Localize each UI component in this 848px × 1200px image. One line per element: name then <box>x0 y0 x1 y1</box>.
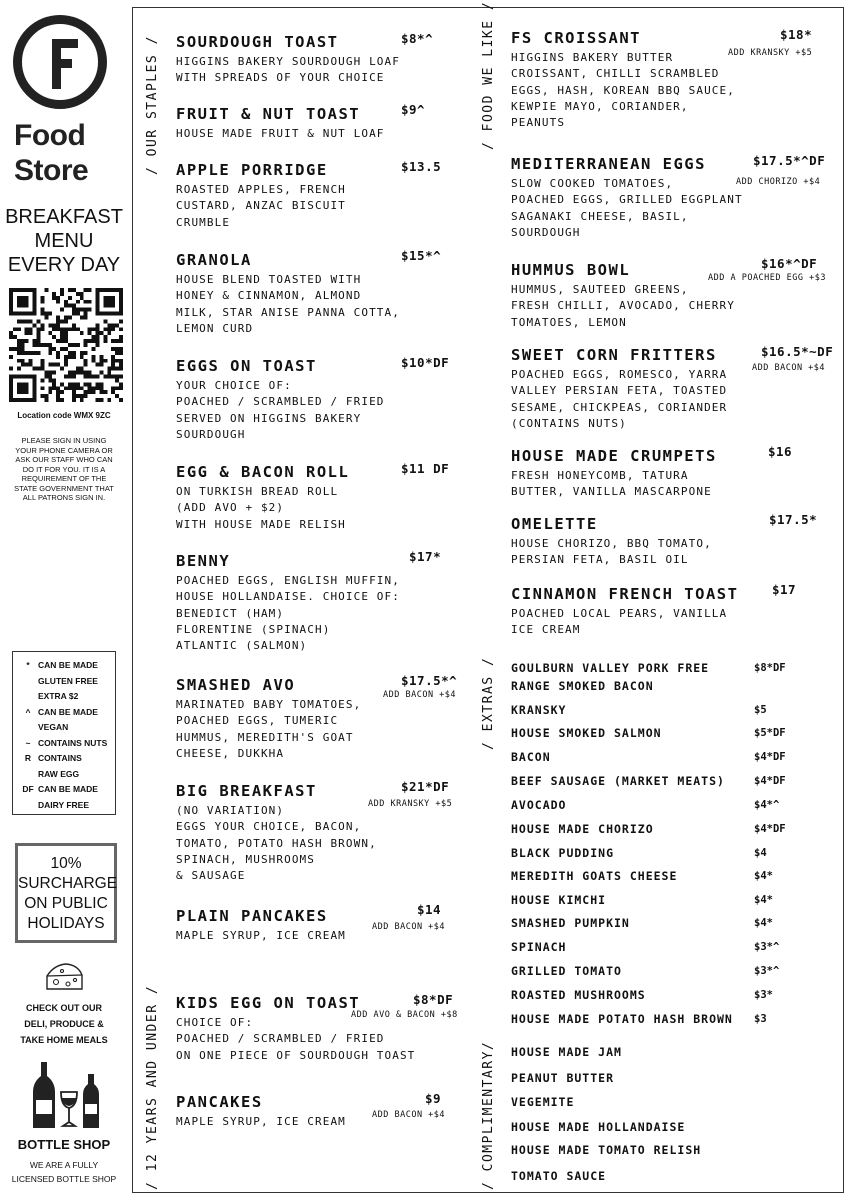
extra-item-price: $4* <box>754 894 773 906</box>
extra-item-name[interactable] <box>511 750 551 764</box>
menu-item-name: HOUSE MADE CRUMPETS <box>511 447 717 465</box>
description-line: HIGGINS BAKERY SOURDOUGH LOAF <box>176 55 400 68</box>
description-line: MARINATED BABY TOMATOES, <box>176 698 362 711</box>
legend-text: EXTRA $2 <box>38 691 79 701</box>
menu-item-description <box>511 536 712 569</box>
extra-item-name-line: SPINACH <box>511 940 567 954</box>
description-line: POACHED LOCAL PEARS, VANILLA <box>511 607 728 620</box>
legend-symbol <box>18 674 38 690</box>
extra-item-name[interactable] <box>511 661 709 693</box>
description-line: HOUSE MADE FRUIT & NUT LOAF <box>176 127 385 140</box>
extra-item-price: $4*DF <box>754 751 786 763</box>
menu-item-name: BIG BREAKFAST <box>176 782 317 800</box>
description-line: BUTTER, VANILLA MASCARPONE <box>511 485 712 499</box>
menu-item[interactable] <box>176 906 346 944</box>
menu-item-description <box>176 54 400 87</box>
breakfast-menu-heading <box>0 205 128 277</box>
menu-item-addon: ADD KRANSKY +$5 <box>368 799 453 809</box>
extra-item-name[interactable] <box>511 726 662 740</box>
menu-item-price: $17* <box>409 549 442 564</box>
sidebar <box>0 0 128 1200</box>
menu-item[interactable] <box>176 250 400 337</box>
menu-item-name: APPLE PORRIDGE <box>176 161 328 179</box>
menu-item-price: $17 <box>772 582 797 597</box>
extra-item-name[interactable] <box>511 822 654 836</box>
logo-f-icon <box>52 39 78 89</box>
menu-item-price: $11 DF <box>401 461 450 476</box>
menu-item-description <box>176 272 400 337</box>
description-line: SLOW COOKED TOMATOES, <box>511 177 674 190</box>
description-line: (NO VARIATION) <box>176 804 285 817</box>
description-line: HONEY & CINNAMON, ALMOND <box>176 289 362 303</box>
extra-item-price: $3* <box>754 989 773 1001</box>
extra-item-price: $8*DF <box>754 662 786 674</box>
description-line: BENEDICT (HAM) <box>176 606 285 620</box>
legend-row <box>18 720 111 736</box>
description-line: FRESH HONEYCOMB, TATURA <box>511 469 689 482</box>
description-line: WITH SPREADS OF YOUR CHOICE <box>176 71 385 85</box>
legend-symbol: R <box>24 753 32 763</box>
description-line: MAPLE SYRUP, ICE CREAM <box>176 1115 346 1128</box>
menu-item-description <box>511 606 738 639</box>
description-line: CUSTARD, ANZAC BISCUIT <box>176 199 346 213</box>
menu-item[interactable] <box>511 514 712 569</box>
description-line: WITH HOUSE MADE RELISH <box>176 517 346 531</box>
description-line: CHOICE OF: <box>176 1016 254 1029</box>
menu-item-description <box>176 697 361 762</box>
menu-item[interactable] <box>176 104 385 142</box>
description-line: ON TURKISH BREAD ROLL <box>176 485 339 498</box>
extra-item-price: $4*^ <box>754 799 780 811</box>
description-line: VALLEY PERSIAN FETA, TOASTED <box>511 384 728 398</box>
menu-item-price: $16 <box>768 444 793 459</box>
description-line: EGGS YOUR CHOICE, BACON, <box>176 820 362 834</box>
description-line: CROISSANT, CHILLI SCRAMBLED <box>511 67 720 81</box>
legend-symbol: DF <box>22 784 34 794</box>
description-line: KEWPIE MAYO, CORIANDER, <box>511 99 689 113</box>
location-code: Location code WMX 9ZC <box>17 411 111 420</box>
description-line: ICE CREAM <box>511 623 581 637</box>
legend-row <box>18 689 111 705</box>
extra-item-name-line: GRILLED TOMATO <box>511 964 622 978</box>
menu-item[interactable] <box>511 345 727 432</box>
food-store-logo <box>13 15 107 109</box>
legend-symbol: * <box>26 660 30 670</box>
menu-item[interactable] <box>176 675 361 762</box>
menu-item[interactable] <box>176 32 400 87</box>
extra-item-price: $4*DF <box>754 823 786 835</box>
legend-text: RAW EGG <box>38 768 80 779</box>
description-line: SOURDOUGH <box>176 427 246 441</box>
description-line: HUMMUS, SAUTEED GREENS, <box>511 283 689 296</box>
menu-item-price: $8*DF <box>413 992 454 1007</box>
brand-line-2: Store <box>14 154 89 187</box>
menu-item-addon: ADD AVO & BACON +$8 <box>351 1010 458 1020</box>
extra-item-name-line: AVOCADO <box>511 798 567 812</box>
menu-item-name: FS CROISSANT <box>511 29 641 47</box>
menu-item-name: SOURDOUGH TOAST <box>176 33 339 51</box>
menu-item[interactable] <box>176 993 415 1064</box>
description-line: PEANUTS <box>511 116 566 130</box>
extra-item-price: $3*^ <box>754 941 780 953</box>
menu-item[interactable] <box>511 584 738 639</box>
legend-row <box>18 674 111 690</box>
section-label-food-we-like: / FOOD WE LIKE / <box>481 0 496 150</box>
legend-symbol <box>18 689 38 705</box>
bottles-icon <box>33 1060 103 1130</box>
extra-item-name[interactable] <box>511 988 646 1002</box>
deli-notice <box>8 1000 120 1048</box>
menu-item-name: BENNY <box>176 552 231 570</box>
licensed-line-2: LICENSED BOTTLE SHOP <box>11 1174 117 1184</box>
legend-symbol: ~ <box>25 737 31 748</box>
extra-item-price: $3 <box>754 1013 767 1025</box>
description-line: SESAME, CHICKPEAS, CORIANDER <box>511 400 728 414</box>
description-line: PERSIAN FETA, BASIL OIL <box>511 553 689 567</box>
menu-item-addon: ADD BACON +$4 <box>372 1110 446 1120</box>
description-line: CHEESE, DUKKHA <box>176 746 285 760</box>
extra-item-name-line: HOUSE KIMCHI <box>511 893 607 907</box>
description-line: LEMON CURD <box>176 321 254 335</box>
legend-text: CAN BE MADE <box>38 660 98 670</box>
description-line: POACHED EGGS, ENGLISH MUFFIN, <box>176 574 400 587</box>
section-label-complimentary: / COMPLIMENTARY/ <box>481 1040 496 1190</box>
complimentary-item: HOUSE MADE HOLLANDAISE <box>511 1120 686 1134</box>
legend-row <box>18 798 111 814</box>
legend-text: CONTAINS <box>38 753 82 763</box>
surcharge-line-3: ON PUBLIC <box>24 895 108 912</box>
menu-item-name: GRANOLA <box>176 251 252 269</box>
menu-item-name: EGG & BACON ROLL <box>176 463 350 481</box>
deli-line-1: CHECK OUT OUR <box>26 1003 102 1013</box>
extra-item-name-line: SMASHED PUMPKIN <box>511 916 630 930</box>
extra-item-price: $4* <box>754 917 773 929</box>
legend-symbol <box>18 767 38 783</box>
description-line: CRUMBLE <box>176 215 231 229</box>
menu-item-name: OMELETTE <box>511 515 598 533</box>
extra-item-name-line: MEREDITH GOATS CHEESE <box>511 869 678 883</box>
menu-item-addon: ADD BACON +$4 <box>383 690 457 700</box>
menu-item-description <box>176 484 349 533</box>
extra-item-price: $5*DF <box>754 727 786 739</box>
menu-item-name: MEDITERRANEAN EGGS <box>511 155 706 173</box>
menu-item[interactable] <box>511 260 735 331</box>
menu-item-description <box>511 176 743 241</box>
menu-item-price: $16*^DF <box>761 256 818 271</box>
menu-item-description <box>176 928 346 944</box>
legend-symbol <box>18 720 38 736</box>
description-line: EGGS, HASH, KOREAN BBQ SAUCE, <box>511 83 735 97</box>
menu-item-price: $8*^ <box>401 31 434 46</box>
extra-item-price: $4*DF <box>754 775 786 787</box>
menu-item-description <box>176 573 400 654</box>
menu-item-description <box>511 50 735 131</box>
surcharge-line-2: SURCHARGE <box>18 875 118 892</box>
complimentary-item: HOUSE MADE JAM <box>511 1045 622 1059</box>
menu-item-name: CINNAMON FRENCH TOAST <box>511 585 739 603</box>
complimentary-item: TOMATO SAUCE <box>511 1169 607 1183</box>
surcharge-line-4: HOLIDAYS <box>27 915 105 932</box>
menu-item-name: SWEET CORN FRITTERS <box>511 346 717 364</box>
description-line: TOMATO, POTATO HASH BROWN, <box>176 836 377 850</box>
description-line: HOUSE HOLLANDAISE. CHOICE OF: <box>176 590 400 604</box>
cheese-icon <box>44 962 84 992</box>
extra-item-name-line: KRANSKY <box>511 703 567 717</box>
menu-item-price: $14 <box>417 902 442 917</box>
legend-row <box>18 658 111 674</box>
description-line: FLORENTINE (SPINACH) <box>176 622 331 636</box>
menu-item-description <box>176 803 377 884</box>
menu-item-price: $21*DF <box>401 779 450 794</box>
menu-item-price: $16.5*~DF <box>761 344 834 359</box>
menu-item[interactable] <box>511 154 743 241</box>
description-line: SAGANAKI CHEESE, BASIL, <box>511 209 689 223</box>
menu-item-addon: ADD CHORIZO +$4 <box>736 177 821 187</box>
surcharge-line-1: 10% <box>50 855 82 872</box>
description-line: POACHED / SCRAMBLED / FRIED <box>176 1032 385 1046</box>
menu-item[interactable] <box>176 356 385 443</box>
menu-item-name: KIDS EGG ON TOAST <box>176 994 361 1012</box>
description-line: HOUSE CHORIZO, BBQ TOMATO, <box>511 537 712 550</box>
menu-item-description <box>176 1015 415 1064</box>
menu-item-description <box>176 1114 346 1130</box>
menu-item-addon: ADD A POACHED EGG +$3 <box>708 273 826 283</box>
description-line: POACHED EGGS, TUMERIC <box>176 714 339 728</box>
brand-name <box>14 118 88 188</box>
description-line: ATLANTIC (SALMON) <box>176 639 308 653</box>
menu-item-name: SMASHED AVO <box>176 676 296 694</box>
menu-item-description <box>176 126 385 142</box>
description-line: HIGGINS BAKERY BUTTER <box>511 51 674 64</box>
licensed-line-1: WE ARE A FULLY <box>29 1160 99 1170</box>
menu-item[interactable] <box>176 462 349 533</box>
description-line: POACHED / SCRAMBLED / FRIED <box>176 395 385 409</box>
extra-item-name-line: BLACK PUDDING <box>511 846 615 860</box>
extra-item-name[interactable] <box>511 798 566 812</box>
licensed-notice <box>0 1158 128 1186</box>
extra-item-name-line: HOUSE SMOKED SALMON <box>511 726 662 740</box>
menu-item-price: $9^ <box>401 102 426 117</box>
complimentary-item: HOUSE MADE TOMATO RELISH <box>511 1143 702 1157</box>
legend-text: CAN BE MADE <box>38 784 98 794</box>
extra-item-price: $3*^ <box>754 965 780 977</box>
legend-row <box>18 705 111 721</box>
menu-item[interactable] <box>176 781 377 884</box>
description-line: YOUR CHOICE OF: <box>176 379 292 392</box>
extra-item-name-line: ROASTED MUSHROOMS <box>511 988 646 1002</box>
section-label-kids: / 12 YEARS AND UNDER / <box>145 984 160 1190</box>
menu-item-description <box>176 378 385 443</box>
extra-item-price: $4* <box>754 870 773 882</box>
menu-item[interactable] <box>176 551 400 654</box>
menu-item[interactable] <box>511 28 735 131</box>
description-line: FRESH CHILLI, AVOCADO, CHERRY <box>511 299 735 313</box>
menu-item-price: $17.5*^DF <box>753 153 826 168</box>
extra-item-name[interactable] <box>511 940 566 954</box>
legend-row <box>18 736 111 752</box>
description-line: ROASTED APPLES, FRENCH <box>176 183 346 196</box>
legend-text: VEGAN <box>38 722 69 732</box>
menu-item-addon: ADD KRANSKY +$5 <box>728 48 813 58</box>
description-line: SOURDOUGH <box>511 225 581 239</box>
section-label-staples: / OUR STAPLES / <box>145 35 160 175</box>
extra-item-price: $4 <box>754 847 767 859</box>
deli-line-2: DELI, PRODUCE & <box>24 1019 104 1029</box>
extra-item-name-line: BACON <box>511 750 551 764</box>
description-line: HOUSE BLEND TOASTED WITH <box>176 273 362 286</box>
legend-row <box>18 782 111 798</box>
description-line: SPINACH, MUSHROOMS <box>176 852 316 866</box>
menu-item-price: $15*^ <box>401 248 442 263</box>
extra-item-name-line: RANGE SMOKED BACON <box>511 679 654 693</box>
legend-text: CONTAINS NUTS <box>38 737 108 748</box>
menu-item-addon: ADD BACON +$4 <box>752 363 826 373</box>
extra-item-name[interactable] <box>511 774 725 788</box>
extra-item-name[interactable] <box>511 964 622 978</box>
description-line: POACHED EGGS, GRILLED EGGPLANT <box>511 193 743 207</box>
extra-item-name[interactable] <box>511 703 566 717</box>
surcharge-notice <box>15 843 117 943</box>
description-line: POACHED EGGS, ROMESCO, YARRA <box>511 368 728 381</box>
menu-item-price: $10*DF <box>401 355 450 370</box>
menu-item-addon: ADD BACON +$4 <box>372 922 446 932</box>
description-line: SERVED ON HIGGINS BAKERY <box>176 411 362 425</box>
bottle-shop-heading: BOTTLE SHOP <box>17 1137 111 1152</box>
menu-item-name: FRUIT & NUT TOAST <box>176 105 361 123</box>
complimentary-item: PEANUT BUTTER <box>511 1071 615 1085</box>
description-line: TOMATOES, LEMON <box>511 315 627 329</box>
menu-item-name: PLAIN PANCAKES <box>176 907 328 925</box>
extra-item-name-line: GOULBURN VALLEY PORK FREE <box>511 661 710 675</box>
qr-code-icon[interactable] <box>9 288 123 402</box>
menu-item[interactable] <box>176 1092 346 1130</box>
extra-item-price: $5 <box>754 704 767 716</box>
description-line: ON ONE PIECE OF SOURDOUGH TOAST <box>176 1048 416 1062</box>
section-label-extras: / EXTRAS / <box>481 656 496 750</box>
extra-item-name[interactable] <box>511 869 677 883</box>
menu-item[interactable] <box>176 160 346 231</box>
menu-item-description <box>511 282 735 331</box>
legend-text: CAN BE MADE <box>38 706 98 717</box>
description-line: (CONTAINS NUTS) <box>511 416 627 430</box>
signin-notice: PLEASE SIGN IN USING YOUR PHONE CAMERA OR ASK OUR STAFF WHO CAN DO IT FOR YOU. IT IS A REQUIREMENT OF THE STATE GOVERNMENT THAT ALL PATRONS SIGN IN. <box>14 436 114 502</box>
legend-row <box>18 767 111 783</box>
breakfast-line-1: BREAKFAST <box>5 206 123 228</box>
menu-item[interactable] <box>511 446 717 501</box>
deli-line-3: TAKE HOME MEALS <box>20 1035 108 1045</box>
extra-item-name-line: HOUSE MADE POTATO HASH BROWN <box>511 1012 733 1026</box>
breakfast-line-3: EVERY DAY <box>7 254 121 276</box>
description-line: MILK, STAR ANISE PANNA COTTA, <box>176 305 400 319</box>
menu-item-price: $9 <box>425 1091 442 1106</box>
brand-line-1: Food <box>14 119 86 152</box>
extra-item-name[interactable] <box>511 1012 733 1026</box>
menu-item-description <box>176 182 346 231</box>
legend-text: DAIRY FREE <box>38 799 90 810</box>
legend-row <box>18 751 111 767</box>
menu-item-price: $18* <box>780 27 813 42</box>
breakfast-line-2: MENU <box>34 230 94 252</box>
extra-item-name-line: HOUSE MADE CHORIZO <box>511 822 654 836</box>
description-line: (ADD AVO + $2) <box>176 501 285 515</box>
menu-item-price: $17.5*^ <box>401 673 458 688</box>
menu-item-name: EGGS ON TOAST <box>176 357 317 375</box>
description-line: HUMMUS, MEREDITH'S GOAT <box>176 730 354 744</box>
menu-item-name: HUMMUS BOWL <box>511 261 631 279</box>
legend-symbol <box>18 798 38 814</box>
legend-text: GLUTEN FREE <box>38 675 98 686</box>
menu-item-description <box>511 367 727 432</box>
complimentary-item: VEGEMITE <box>511 1095 575 1109</box>
description-line: MAPLE SYRUP, ICE CREAM <box>176 929 346 942</box>
menu-item-name: PANCAKES <box>176 1093 263 1111</box>
description-line: & SAUSAGE <box>176 869 246 883</box>
menu-item-description <box>511 468 717 501</box>
extra-item-name[interactable] <box>511 916 630 930</box>
legend-symbol: ^ <box>25 706 31 717</box>
menu-item-price: $17.5* <box>769 512 818 527</box>
dietary-legend <box>12 651 116 815</box>
extra-item-name[interactable] <box>511 893 606 907</box>
extra-item-name[interactable] <box>511 846 614 860</box>
extra-item-name-line: BEEF SAUSAGE (MARKET MEATS) <box>511 774 725 788</box>
menu-item-price: $13.5 <box>401 159 442 174</box>
